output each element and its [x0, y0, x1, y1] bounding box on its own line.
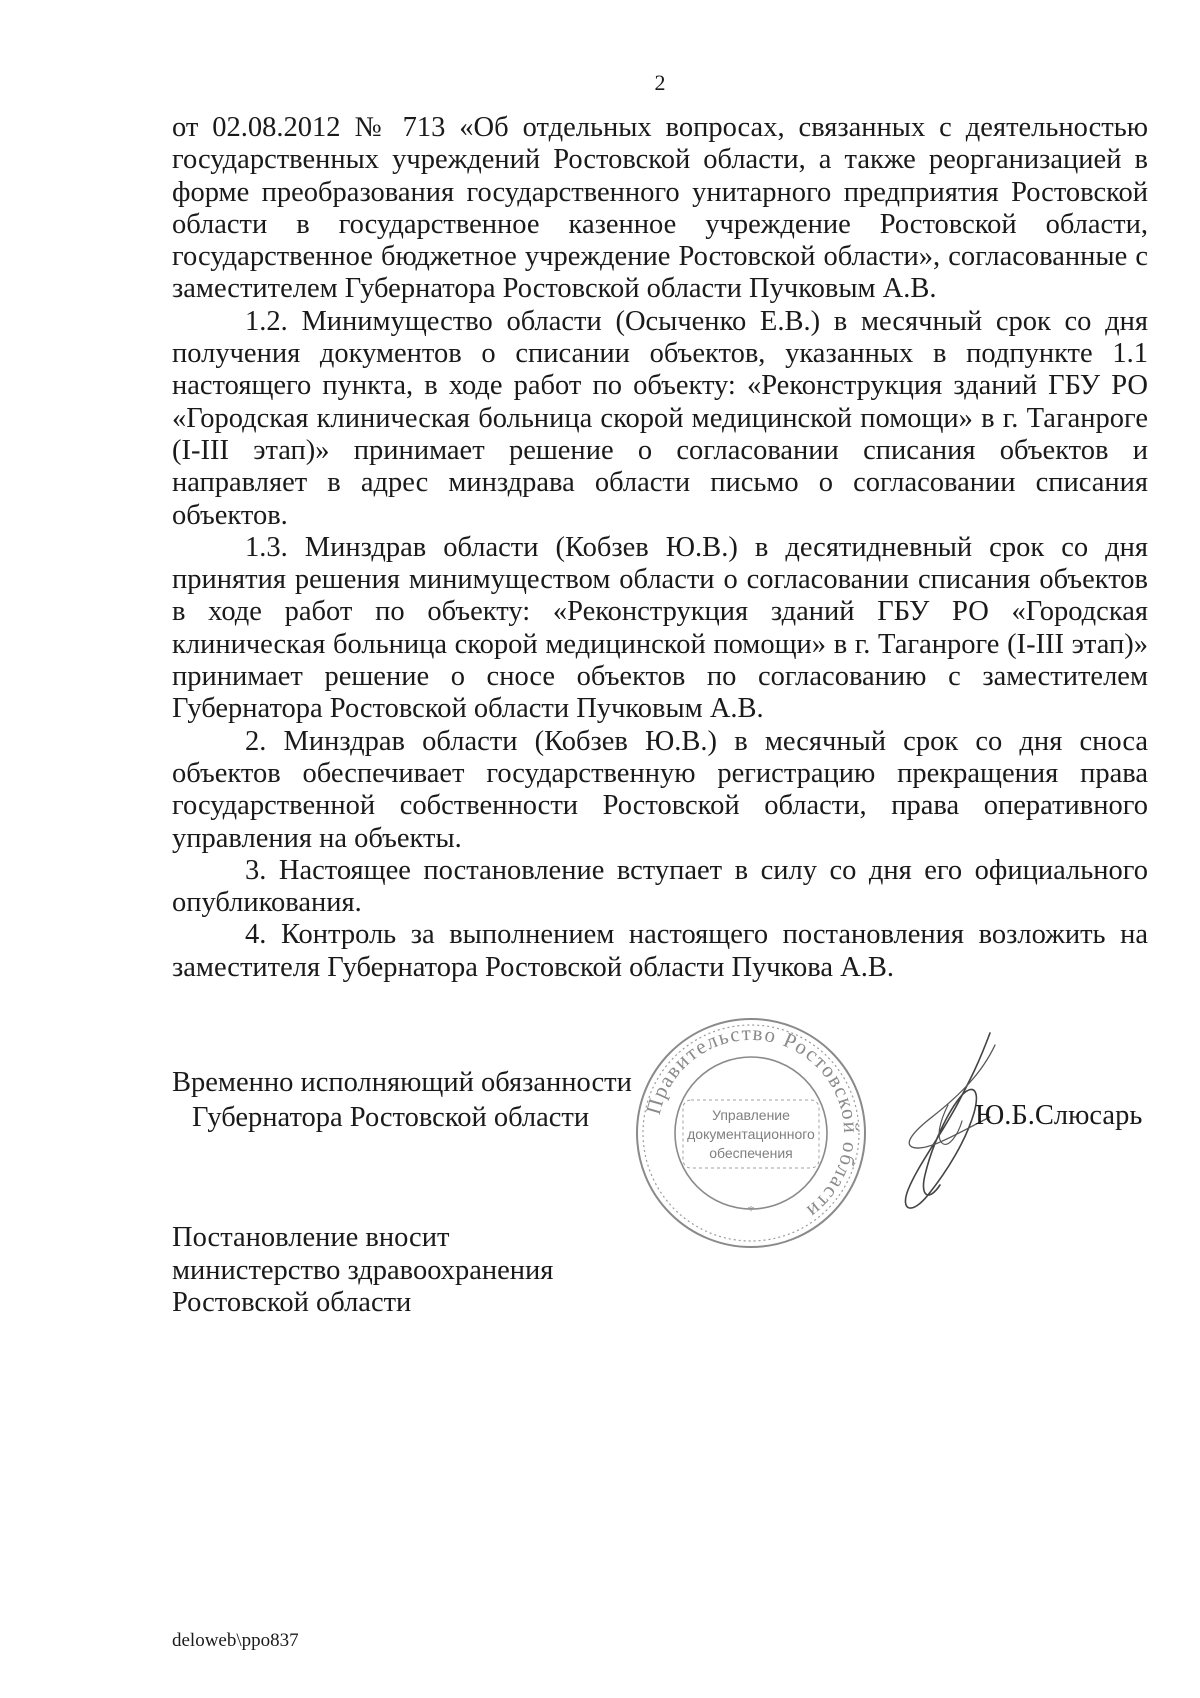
paragraph-2: 2. Минздрав области (Кобзев Ю.В.) в месячный срок со дня сноса объектов обеспечивает государственную регистрацию прекращения права государственной собственности Ростовской области, права оперативного управления на объекты.	[172, 725, 1148, 854]
official-seal-icon	[633, 1015, 869, 1251]
svg-text:Правительство Ростовской облас: Правительство Ростовской области	[640, 1020, 864, 1225]
submitted-by-block	[172, 1222, 553, 1320]
footer-document-code: deloweb\ppo837	[172, 1630, 299, 1651]
paragraph-1-3: 1.3. Минздрав области (Кобзев Ю.В.) в десятидневный срок со дня принятия решения минимуществом области о согласовании списания объектов в ходе работ по объекту: «Реконструкция зданий ГБУ РО «Городская клиническая больница скорой медицинской помощи» в г. Таганроге (I-III этап)» принимает решение о сносе объектов по согласованию с заместителем Губернатора Ростовской области Пучковым А.В.	[172, 531, 1148, 725]
page-number: 2	[654, 70, 666, 95]
svg-text:*: *	[747, 1204, 755, 1219]
paragraph-1-2: 1.2. Минимущество области (Осыченко Е.В.) в месячный срок со дня получения документов о списании объектов, указанных в подпункте 1.1 настоящего пункта, в ходе работ по объекту: «Реконструкция зданий ГБУ РО «Городская клиническая больница скорой медицинской помощи» в г. Таганроге (I-III этап)» принимает решение о согласовании списания объектов и направляет в адрес минздрава области письмо о согласовании списания объектов.	[172, 305, 1148, 531]
paragraph-4: 4. Контроль за выполнением настоящего постановления возложить на заместителя Губернатора Ростовской области Пучкова А.В.	[172, 919, 1148, 983]
submitted-by-line2: министерство здравоохранения	[172, 1254, 554, 1286]
signer-name: Ю.Б.Слюсарь	[975, 1100, 1143, 1131]
paragraph-continuation: от 02.08.2012 № 713 «Об отдельных вопросах, связанных с деятельностью государственных учреждений Ростовской области, а также реорганизацией в форме преобразования государственного унитарного предприятия Ростовской области в государственное казенное учреждение Ростовской области, государственное бюджетное учреждение Ростовской области», согласованные с заместителем Губернатора Ростовской области Пучковым А.В.	[172, 112, 1148, 305]
svg-text:Управление: Управление	[712, 1107, 790, 1123]
signatory-position-line1: Временно исполняющий обязанности	[172, 1067, 632, 1098]
document-body	[172, 112, 1148, 984]
submitted-by-line1: Постановление вносит	[172, 1222, 450, 1253]
svg-text:обеспечения: обеспечения	[709, 1145, 793, 1161]
signatory-position-line2: Губернатора Ростовской области	[192, 1102, 590, 1133]
svg-text:документационного: документационного	[687, 1126, 815, 1142]
submitted-by-line3: Ростовской области	[172, 1287, 412, 1318]
signatory-position	[172, 1065, 632, 1135]
paragraph-3: 3. Настоящее постановление вступает в силу со дня его официального опубликования.	[172, 854, 1148, 919]
